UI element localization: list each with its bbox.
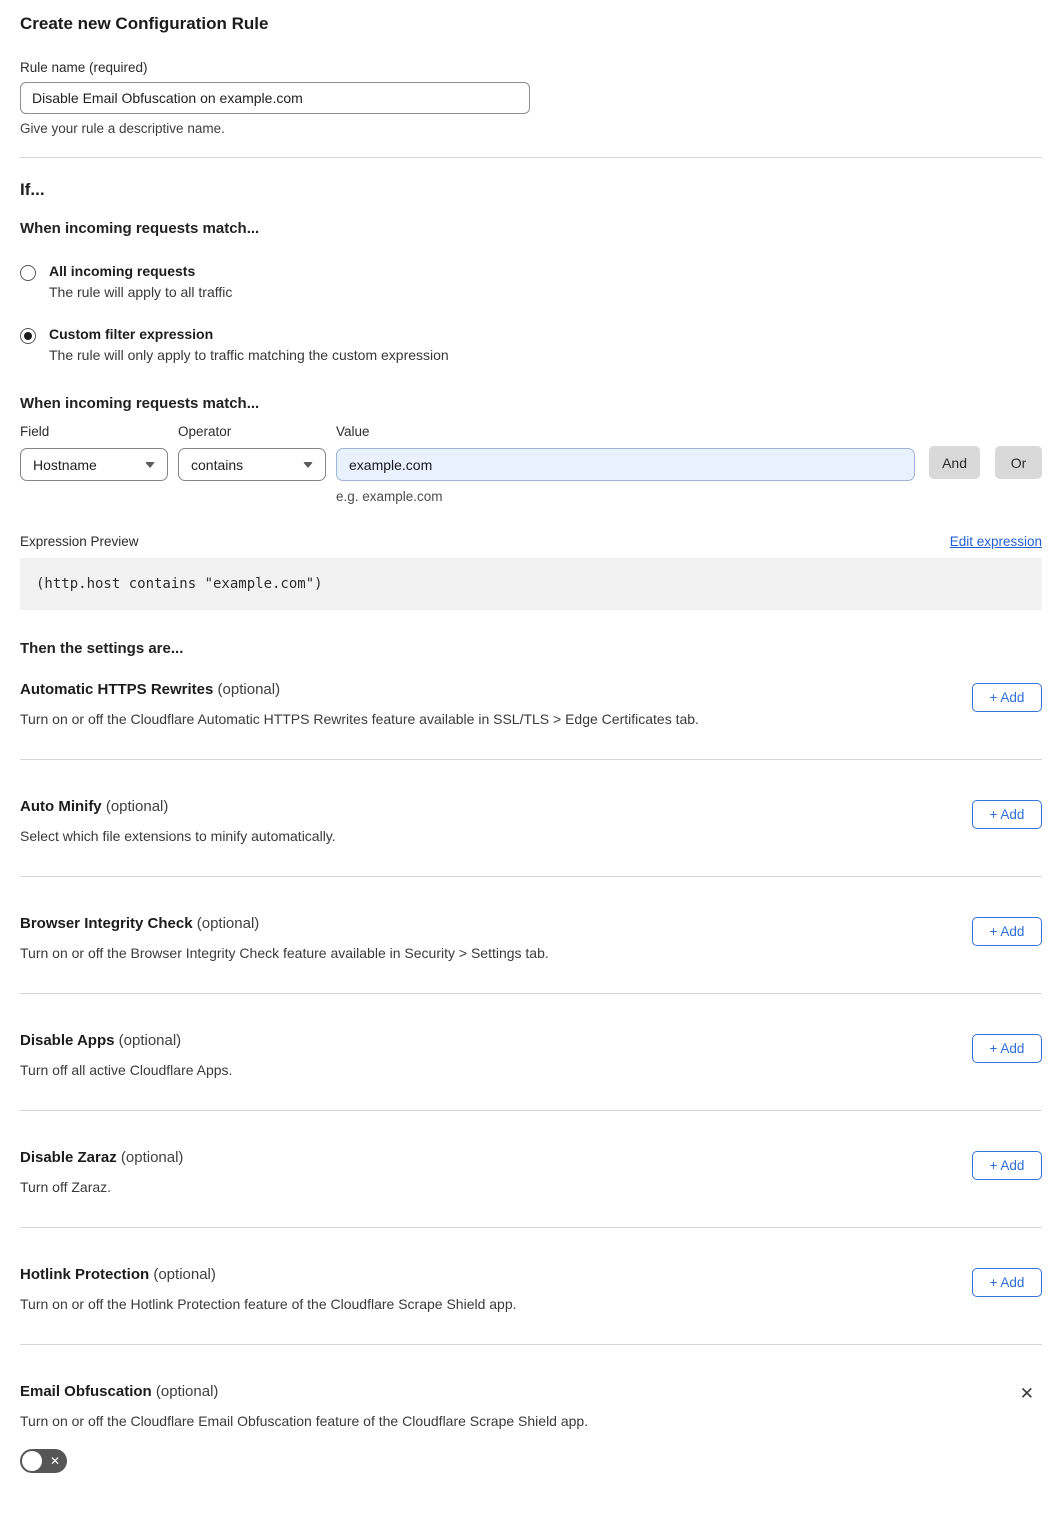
setting-title: Auto Minify: [20, 798, 102, 815]
setting-description: Turn on or off the Hotlink Protection feature of the Cloudflare Scrape Shield app.: [20, 1296, 517, 1312]
radio-unselected-icon[interactable]: [20, 265, 36, 281]
toggle-knob: [22, 1451, 42, 1471]
add-button[interactable]: + Add: [972, 917, 1042, 946]
and-button[interactable]: And: [929, 446, 980, 479]
radio-label: Custom filter expression: [49, 326, 214, 342]
setting-row-browser-integrity-check: [20, 876, 1042, 993]
expression-preview-label: Expression Preview: [20, 534, 139, 549]
rule-name-help: Give your rule a descriptive name.: [20, 121, 225, 136]
add-button[interactable]: + Add: [972, 1034, 1042, 1063]
add-button[interactable]: + Add: [972, 1268, 1042, 1297]
optional-tag: (optional): [217, 681, 281, 698]
setting-title: Hotlink Protection: [20, 1266, 150, 1283]
if-heading: If...: [20, 180, 45, 199]
match-heading: When incoming requests match...: [20, 220, 260, 237]
value-label: Value: [336, 424, 370, 439]
settings-heading: Then the settings are...: [20, 640, 184, 657]
page-title: Create new Configuration Rule: [20, 14, 269, 33]
setting-description: Select which file extensions to minify automatically.: [20, 828, 336, 844]
setting-title: Disable Apps: [20, 1032, 115, 1049]
edit-expression-link[interactable]: Edit expression: [949, 534, 1042, 549]
operator-select-value: contains: [191, 456, 244, 473]
operator-label: Operator: [178, 424, 232, 439]
expression-preview-code: (http.host contains "example.com"): [20, 558, 1042, 610]
field-select[interactable]: [20, 448, 168, 481]
radio-description: The rule will apply to all traffic: [49, 284, 233, 300]
toggle-off-x-icon: ✕: [49, 1454, 60, 1468]
setting-row-email-obfuscation: [20, 1344, 1042, 1473]
setting-row-automatic-https-rewrites: [20, 657, 1042, 759]
field-label: Field: [20, 424, 50, 439]
value-help: e.g. example.com: [336, 489, 443, 504]
add-button[interactable]: + Add: [972, 1151, 1042, 1180]
setting-title: Email Obfuscation: [20, 1383, 152, 1400]
setting-title: Browser Integrity Check: [20, 915, 193, 932]
section-divider: [20, 157, 1042, 158]
optional-tag: (optional): [118, 1032, 182, 1049]
radio-description: The rule will only apply to traffic matching the custom expression: [49, 347, 449, 363]
radio-custom-filter-expression[interactable]: [20, 326, 1042, 363]
expression-builder-heading: When incoming requests match...: [20, 395, 260, 412]
setting-description: Turn off all active Cloudflare Apps.: [20, 1062, 233, 1078]
radio-selected-icon[interactable]: [20, 328, 36, 344]
radio-label: All incoming requests: [49, 263, 196, 279]
expression-builder-row: [20, 424, 1042, 504]
setting-row-hotlink-protection: [20, 1227, 1042, 1344]
setting-description: Turn on or off the Cloudflare Email Obfuscation feature of the Cloudflare Scrape Shield app.: [20, 1413, 589, 1429]
close-icon[interactable]: ✕: [1019, 1384, 1034, 1403]
optional-tag: (optional): [120, 1149, 184, 1166]
chevron-down-icon: [145, 462, 155, 468]
setting-row-disable-apps: [20, 993, 1042, 1110]
setting-row-disable-zaraz: [20, 1110, 1042, 1227]
email-obfuscation-toggle[interactable]: [20, 1449, 67, 1473]
optional-tag: (optional): [105, 798, 169, 815]
setting-title: Automatic HTTPS Rewrites: [20, 681, 214, 698]
optional-tag: (optional): [196, 915, 260, 932]
operator-select[interactable]: [178, 448, 326, 481]
or-button[interactable]: Or: [995, 446, 1042, 479]
request-match-radio-group: [20, 263, 1042, 363]
setting-title: Disable Zaraz: [20, 1149, 117, 1166]
setting-description: Turn on or off the Cloudflare Automatic HTTPS Rewrites feature available in SSL/TLS > Edge Certificates tab.: [20, 711, 699, 727]
add-button[interactable]: + Add: [972, 683, 1042, 712]
optional-tag: (optional): [153, 1266, 216, 1283]
radio-all-incoming-requests[interactable]: [20, 263, 1042, 300]
rule-name-label: Rule name (required): [20, 60, 148, 75]
chevron-down-icon: [303, 462, 313, 468]
optional-tag: (optional): [155, 1383, 219, 1400]
setting-description: Turn on or off the Browser Integrity Check feature available in Security > Settings tab.: [20, 945, 549, 961]
add-button[interactable]: + Add: [972, 800, 1042, 829]
field-select-value: Hostname: [33, 456, 97, 473]
value-input[interactable]: [336, 448, 915, 481]
setting-row-auto-minify: [20, 759, 1042, 876]
setting-description: Turn off Zaraz.: [20, 1179, 112, 1195]
rule-name-input[interactable]: [20, 82, 530, 114]
